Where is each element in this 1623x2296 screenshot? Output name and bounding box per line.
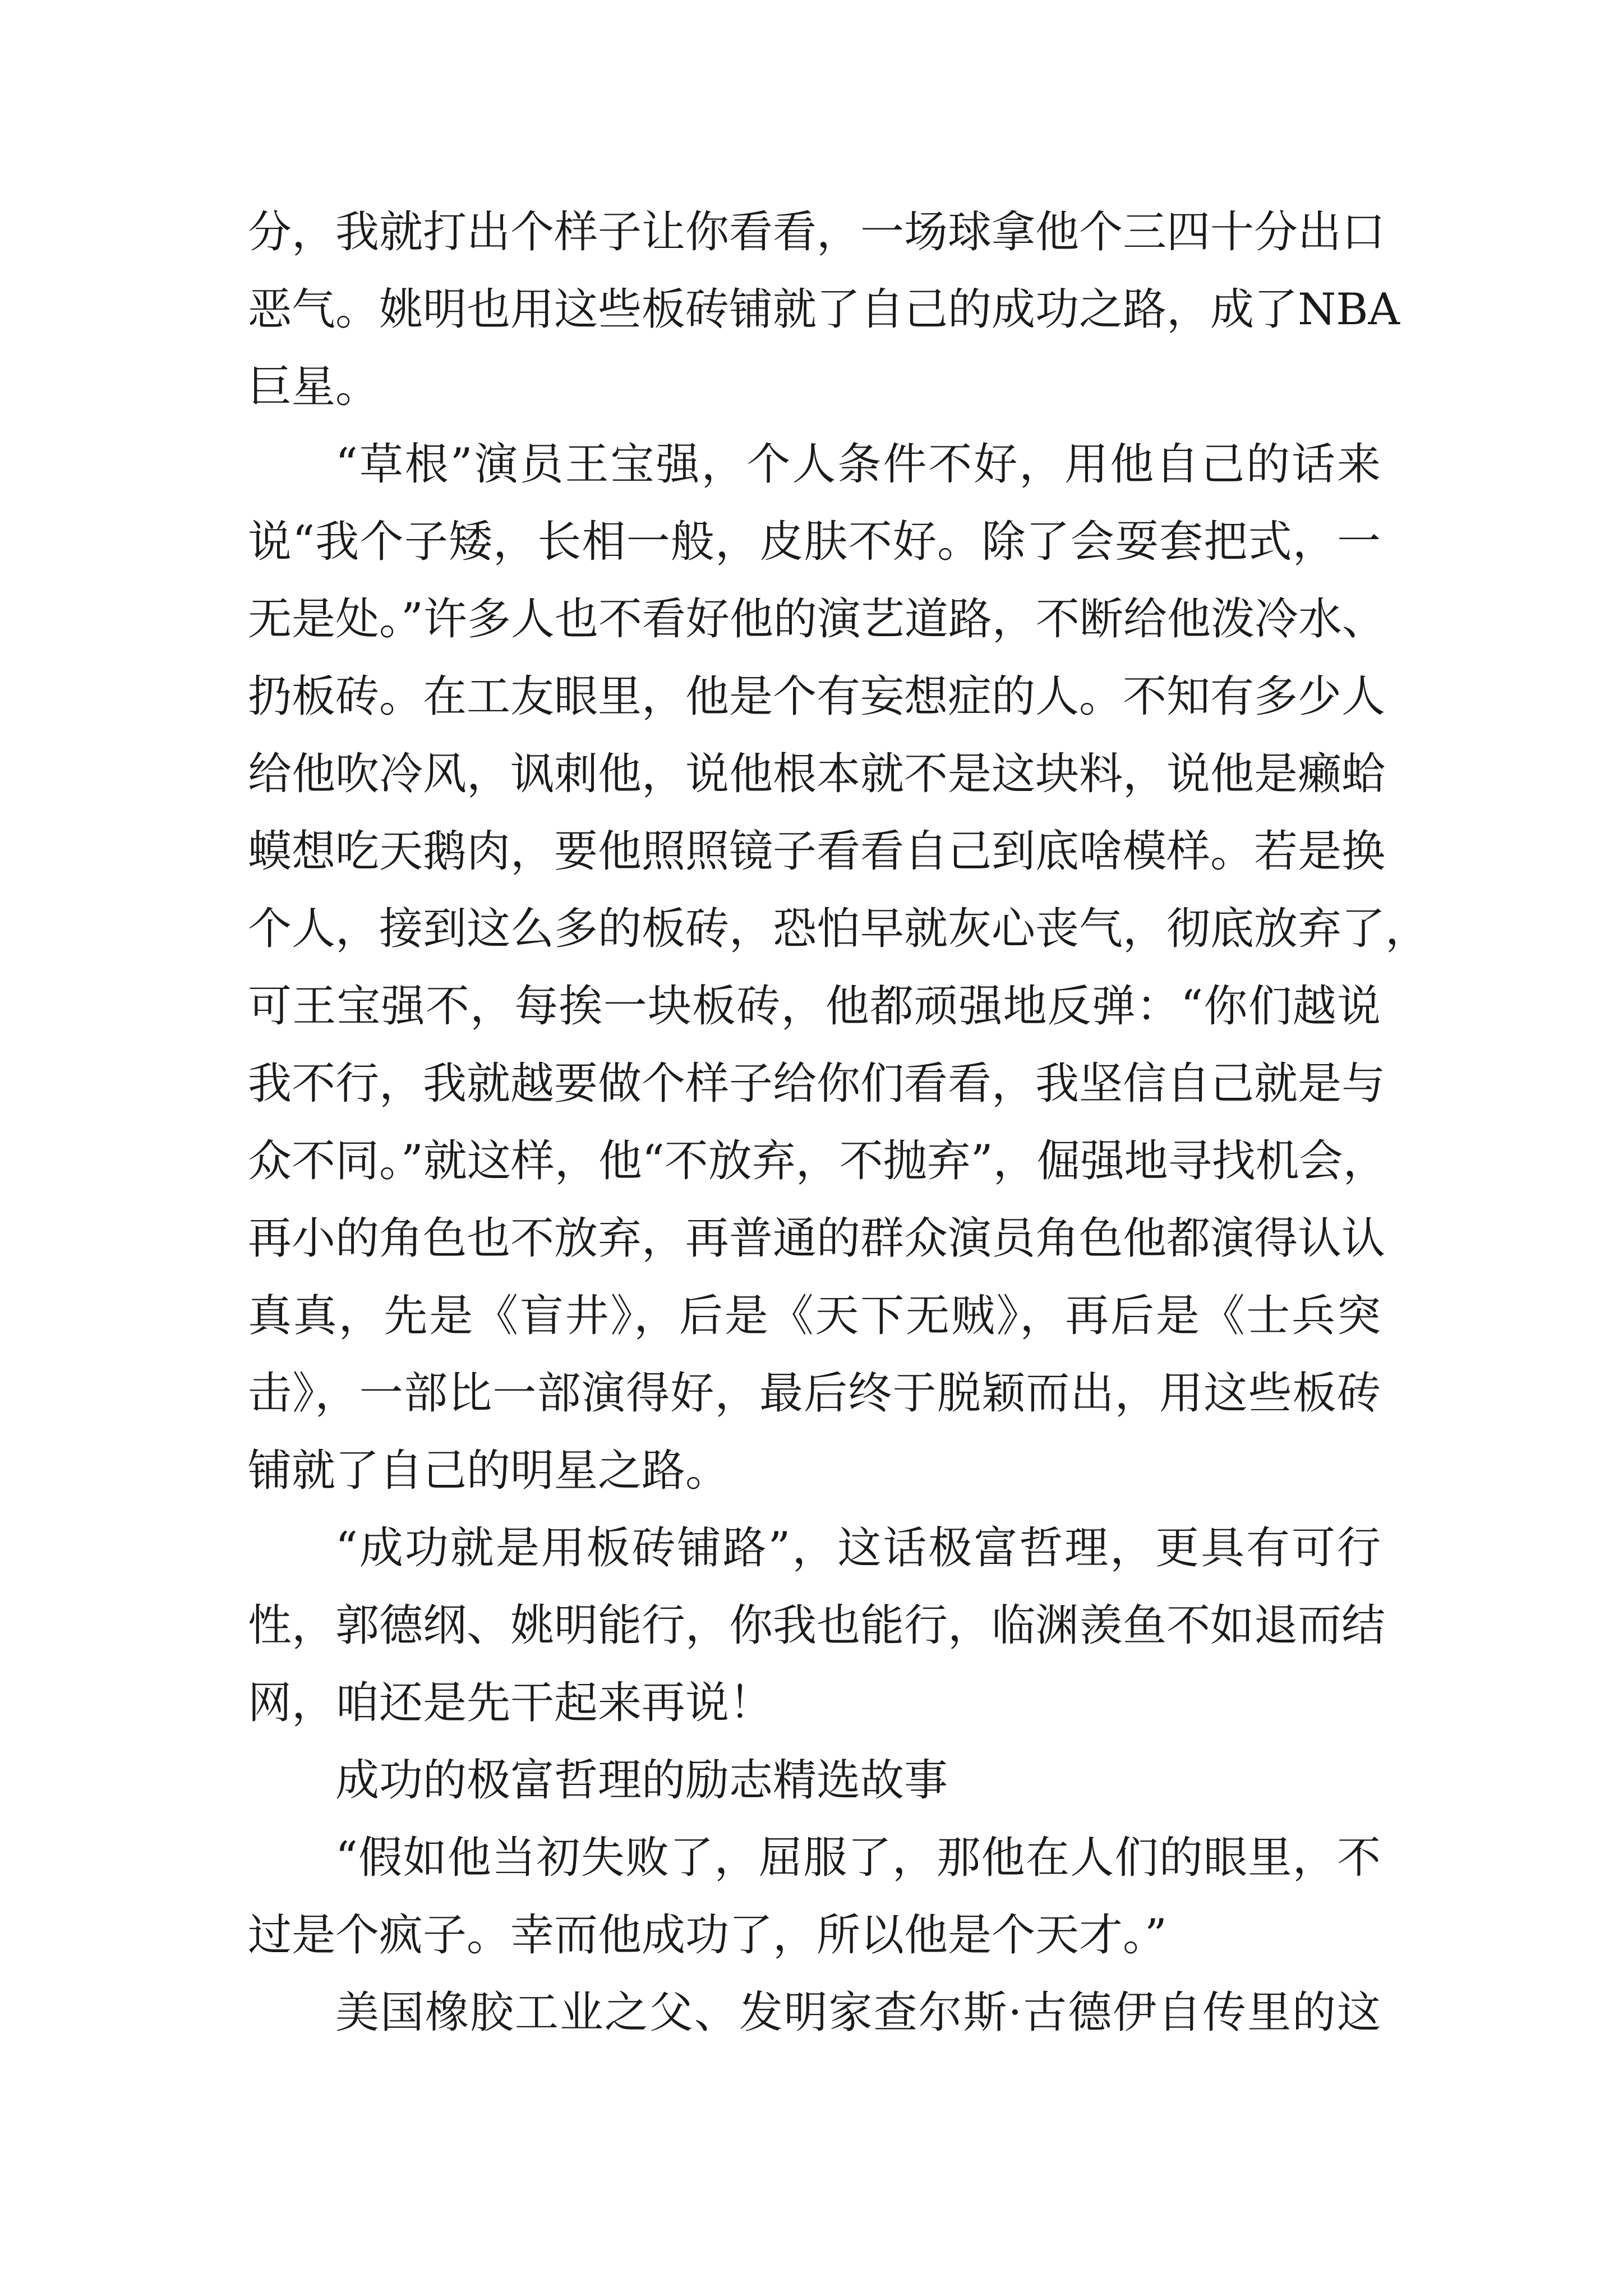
paragraph-first-line: “假如他当初失败了，屈服了，那他在人们的眼里，不 — [335, 1833, 1381, 1883]
text-line: 性，郭德纲、姚明能行，你我也能行，临渊羡鱼不如退而结 — [248, 1600, 1386, 1651]
text-line: 网，咱还是先干起来再说！ — [248, 1678, 773, 1728]
text-line: 分，我就打出个样子让你看看，一场球拿他个三四十分出口 — [248, 207, 1386, 257]
text-line: 扔板砖。在工友眼里，他是个有妄想症的人。不知有多少人 — [248, 671, 1386, 722]
text-line: 无是处。”许多人也不看好他的演艺道路，不断给他泼冷水、 — [248, 594, 1386, 645]
paragraph-first-line: 美国橡胶工业之父、发明家查尔斯·古德伊自传里的这 — [335, 1987, 1381, 2038]
text-line: 再小的角色也不放弃，再普通的群众演员角色他都演得认认 — [248, 1213, 1386, 1264]
text-line: 个人，接到这么多的板砖，恐怕早就灰心丧气，彻底放弃了， — [248, 904, 1430, 954]
text-line: 铺就了自己的明星之路。 — [248, 1446, 730, 1496]
text-line: 巨星。 — [248, 362, 380, 412]
text-line: 过是个疯子。幸而他成功了，所以他是个天才。” — [248, 1910, 1167, 1961]
text-line: 蟆想吃天鹅肉，要他照照镜子看看自己到底啥模样。若是换 — [248, 826, 1386, 877]
text-line: 给他吹冷风，讽刺他，说他根本就不是这块料，说他是癞蛤 — [248, 749, 1386, 799]
section-heading: 成功的极富哲理的励志精选故事 — [335, 1755, 948, 1806]
text-line: 击》，一部比一部演得好，最后终于脱颖而出，用这些板砖 — [248, 1368, 1381, 1419]
text-line: 说“我个子矮，长相一般，皮肤不好。除了会耍套把式，一 — [248, 517, 1381, 567]
text-line: 真真，先是《盲井》，后是《天下无贼》，再后是《士兵突 — [248, 1291, 1381, 1341]
text-line: 我不行，我就越要做个样子给你们看看，我坚信自己就是与 — [248, 1059, 1386, 1109]
text-line: 可王宝强不，每挨一块板砖，他都顽强地反弹：“你们越说 — [248, 981, 1381, 1032]
paragraph-first-line: “成功就是用板砖铺路”，这话极富哲理，更具有可行 — [335, 1523, 1381, 1573]
body-text — [248, 194, 1430, 2051]
paragraph-first-line: “草根”演员王宝强，个人条件不好，用他自己的话来 — [335, 439, 1381, 490]
text-line: 众不同。”就这样，他“不放弃，不抛弃”，倔强地寻找机会， — [248, 1136, 1387, 1186]
text-line: 恶气。姚明也用这些板砖铺就了自己的成功之路，成了NBA — [248, 284, 1400, 335]
